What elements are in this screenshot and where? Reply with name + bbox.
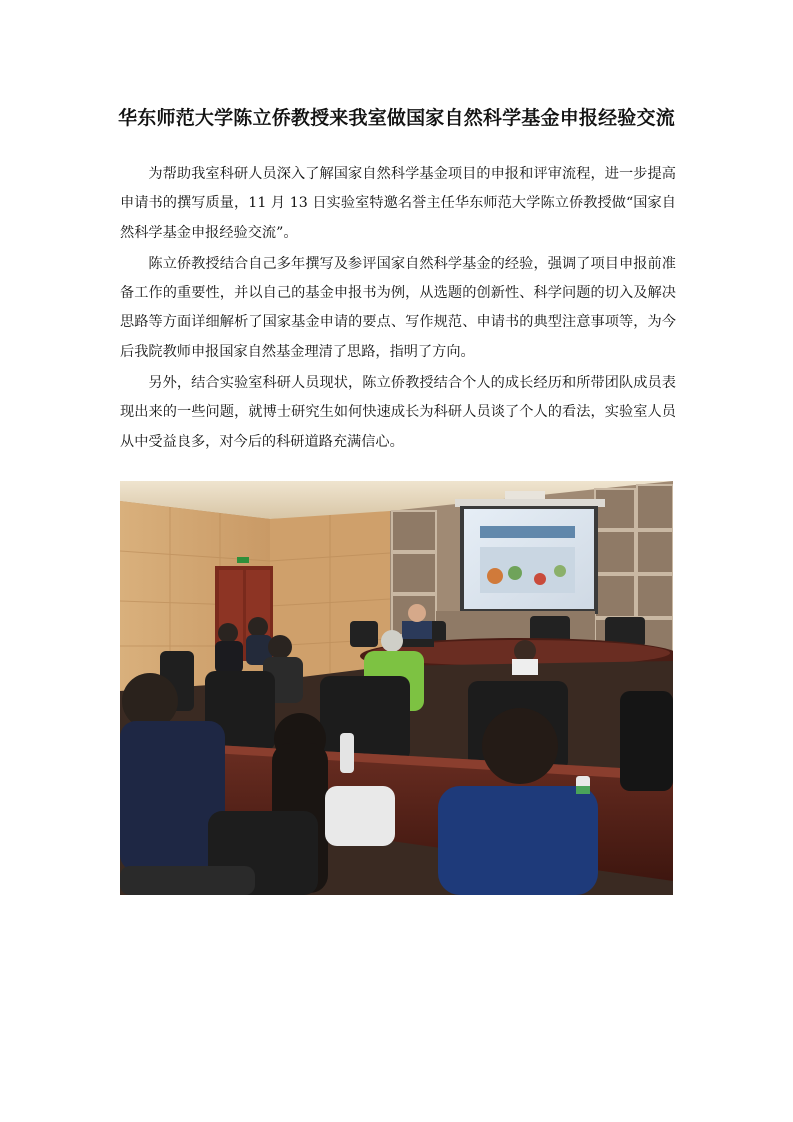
meeting-photo [120,481,673,895]
paragraph-3: 另外，结合实验室科研人员现状，陈立侨教授结合个人的成长经历和所带团队成员表现出来的一些问题，就博士研究生如何快速成长为科研人员谈了个人的看法，实验室人员从中受益良多，对今后的科研道路充满信心。 [120,375,676,450]
document-title: 华东师范大学陈立侨教授来我室做国家自然科学基金申报经验交流 [118,107,675,129]
document-body [120,160,676,459]
meeting-photo-illustration [120,481,673,895]
paragraph-2: 陈立侨教授结合自己多年撰写及参评国家自然科学基金的经验，强调了项目申报前准备工作的重要性，并以自己的基金申报书为例，从选题的创新性、科学问题的切入及解决思路等方面详细解析了国家基金申请的要点、写作规范、申请书的典型注意事项等，为今后我院教师申报国家自然基金理清了思路，指明了方向。 [120,255,676,360]
paragraph-1: 为帮助我室科研人员深入了解国家自然科学基金项目的申报和评审流程，进一步提高申请书的撰写质量，11 月 13 日实验室特邀名誉主任华东师范大学陈立侨教授做“国家自然科学基金申报经验交流”。 [120,166,676,241]
